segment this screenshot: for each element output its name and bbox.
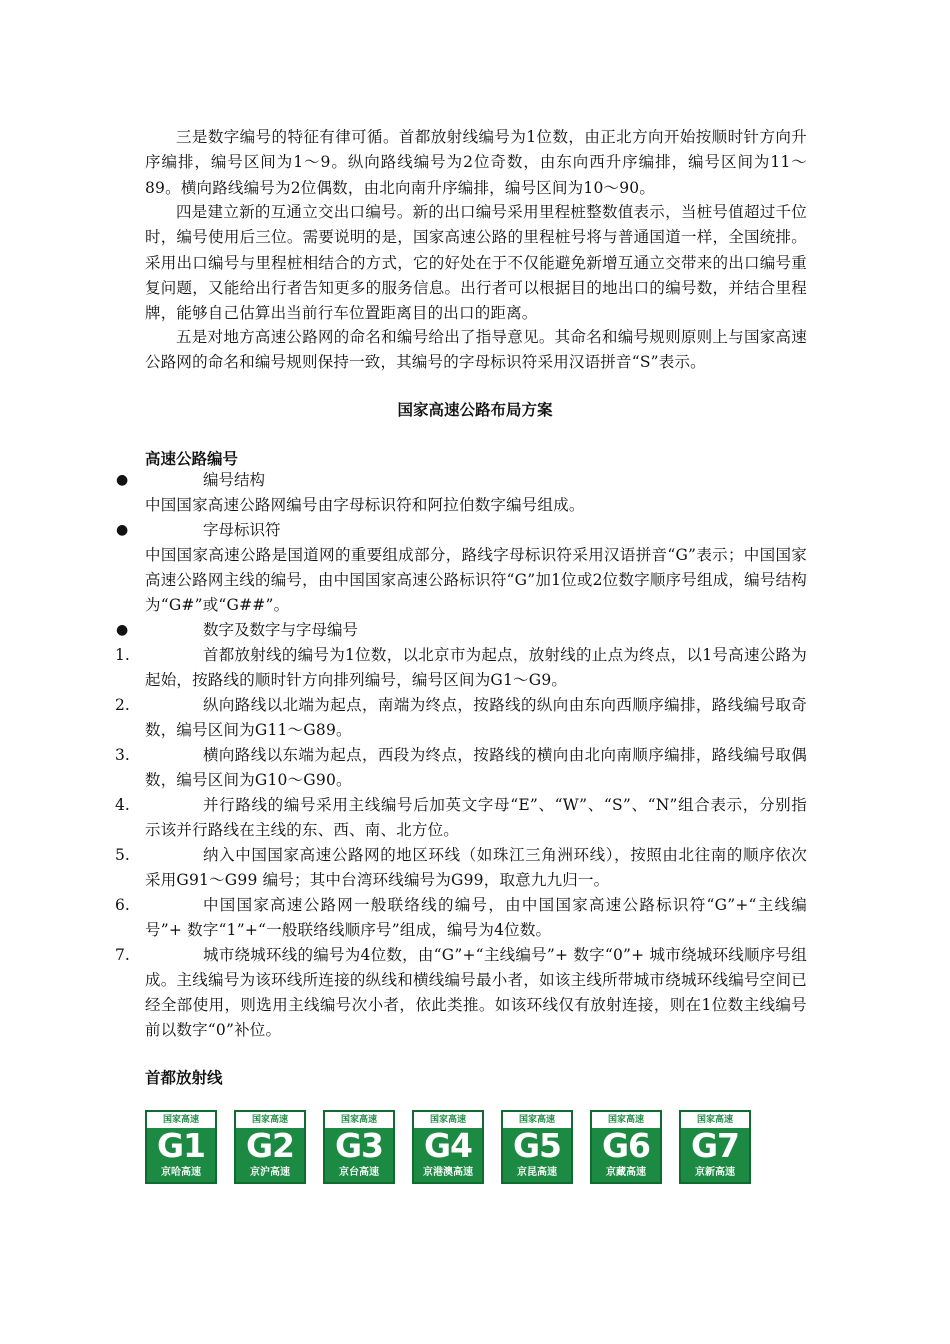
section-title: 国家高速公路布局方案 bbox=[397, 401, 553, 419]
sign-code: G4 bbox=[423, 1126, 473, 1165]
heading-numbering: 高速公路编号 bbox=[145, 450, 239, 468]
paragraph-four: 四是建立新的互通立交出口编号。新的出口编号采用里程桩整数值表示，当桩号值超过千位时，编号使用后三位。需要说明的是，国家高速公路的里程桩号将与普通国道一样，全国统排。采用出口编号与里程桩相结合的方式，它的好处在于不仅能避免新增互通立交带来的出口编号重复问题，又能给出行者告知更多的服务信息。出行者可以根据目的地出口的编号数，并结合里程牌，能够自己估算出当前行车位置距离目的出口的距离。 bbox=[145, 203, 807, 323]
item-text: 纵向路线以北端为起点，南端为终点，按路线的纵向由东向西顺序编排，路线编号取奇数，编号区间为G11～G89。 bbox=[145, 696, 807, 739]
bullet-label: 编号结构 bbox=[203, 471, 266, 489]
item-number: 2. bbox=[115, 696, 130, 714]
sign-name: 京哈高速 bbox=[161, 1167, 201, 1178]
item-number: 6. bbox=[115, 896, 130, 914]
highway-sign-g5 bbox=[501, 1110, 573, 1184]
sign-name: 京昆高速 bbox=[517, 1167, 557, 1178]
sign-code: G7 bbox=[690, 1126, 740, 1165]
bullet-icon: ● bbox=[116, 522, 129, 538]
sign-header: 国家高速 bbox=[414, 1112, 482, 1129]
highway-sign-g7 bbox=[679, 1110, 751, 1184]
bullet-label: 字母标识符 bbox=[203, 521, 281, 539]
item-text: 横向路线以东端为起点，西段为终点，按路线的横向由北向南顺序编排，路线编号取偶数，编号区间为G10～G90。 bbox=[145, 746, 807, 789]
highway-signs bbox=[145, 1110, 765, 1185]
paragraph-three: 三是数字编号的特征有律可循。首都放射线编号为1位数，由正北方向开始按顺时针方向升序编排，编号区间为1～9。纵向路线编号为2位奇数，由东向西升序编排，编号区间为11～89。横向路线编号为2位偶数，由北向南升序编排，编号区间为10～90。 bbox=[145, 128, 807, 197]
sign-header: 国家高速 bbox=[325, 1112, 393, 1129]
sign-header: 国家高速 bbox=[236, 1112, 304, 1129]
item-text: 纳入中国国家高速公路网的地区环线（如珠江三角洲环线），按照由北往南的顺序依次采用G91～G99 编号；其中台湾环线编号为G99，取意九九归一。 bbox=[145, 846, 807, 889]
heading-radial: 首都放射线 bbox=[145, 1069, 223, 1087]
item-text: 并行路线的编号采用主线编号后加英文字母“E”、“W”、“S”、“N”组合表示，分别指示该并行路线在主线的东、西、南、北方位。 bbox=[145, 796, 807, 839]
bullet-icon: ● bbox=[116, 622, 129, 638]
sign-name: 京港澳高速 bbox=[423, 1167, 473, 1178]
bullet-text: 中国国家高速公路网编号由字母标识符和阿拉伯数字编号组成。 bbox=[145, 496, 585, 514]
bullet-icon: ● bbox=[116, 472, 129, 488]
sign-code: G1 bbox=[156, 1126, 206, 1165]
sign-name: 京台高速 bbox=[339, 1167, 379, 1178]
sign-code: G2 bbox=[245, 1126, 295, 1165]
sign-code: G6 bbox=[601, 1126, 651, 1165]
item-number: 3. bbox=[115, 746, 130, 764]
sign-name: 京新高速 bbox=[695, 1167, 735, 1178]
sign-header: 国家高速 bbox=[592, 1112, 660, 1129]
sign-header: 国家高速 bbox=[503, 1112, 571, 1129]
item-number: 4. bbox=[115, 796, 130, 814]
item-number: 1. bbox=[115, 646, 130, 664]
highway-sign-g2 bbox=[234, 1110, 306, 1184]
highway-sign-g4 bbox=[412, 1110, 484, 1184]
bullet-label: 数字及数字与字母编号 bbox=[203, 621, 359, 639]
item-text: 中国国家高速公路网一般联络线的编号，由中国国家高速公路标识符“G”+“主线编号”+ 数字“1”+“一般联络线顺序号”组成，编号为4位数。 bbox=[145, 896, 807, 939]
sign-code: G3 bbox=[334, 1126, 384, 1165]
item-number: 7. bbox=[115, 946, 130, 964]
bullet-text: 中国国家高速公路是国道网的重要组成部分，路线字母标识符采用汉语拼音“G”表示；中国国家高速公路网主线的编号，由中国国家高速公路标识符“G”加1位或2位数字顺序号组成，编号结构为“G#”或“G##”。 bbox=[145, 546, 807, 614]
highway-sign-g3 bbox=[323, 1110, 395, 1184]
item-text: 城市绕城环线的编号为4位数，由“G”+“主线编号”+ 数字“0”+ 城市绕城环线顺序号组成。主线编号为该环线所连接的纵线和横线编号最小者，如该主线所带城市绕城环线编号空间已经全部使用，则选用主线编号次小者，依此类推。如该环线仅有放射连接，则在1位数主线编号前以数字“0”补位。 bbox=[145, 946, 807, 1039]
sign-name: 京沪高速 bbox=[250, 1167, 290, 1178]
sign-code: G5 bbox=[512, 1126, 562, 1165]
item-number: 5. bbox=[115, 846, 130, 864]
paragraph-five: 五是对地方高速公路网的命名和编号给出了指导意见。其命名和编号规则原则上与国家高速公路网的命名和编号规则保持一致，其编号的字母标识符采用汉语拼音“S”表示。 bbox=[145, 328, 807, 372]
sign-header: 国家高速 bbox=[147, 1112, 215, 1129]
highway-sign-g6 bbox=[590, 1110, 662, 1184]
sign-header: 国家高速 bbox=[681, 1112, 749, 1129]
sign-name: 京藏高速 bbox=[606, 1167, 646, 1178]
item-text: 首都放射线的编号为1位数，以北京市为起点，放射线的止点为终点，以1号高速公路为起始，按路线的顺时针方向排列编号，编号区间为G1～G9。 bbox=[145, 646, 807, 689]
highway-sign-g1 bbox=[145, 1110, 217, 1184]
